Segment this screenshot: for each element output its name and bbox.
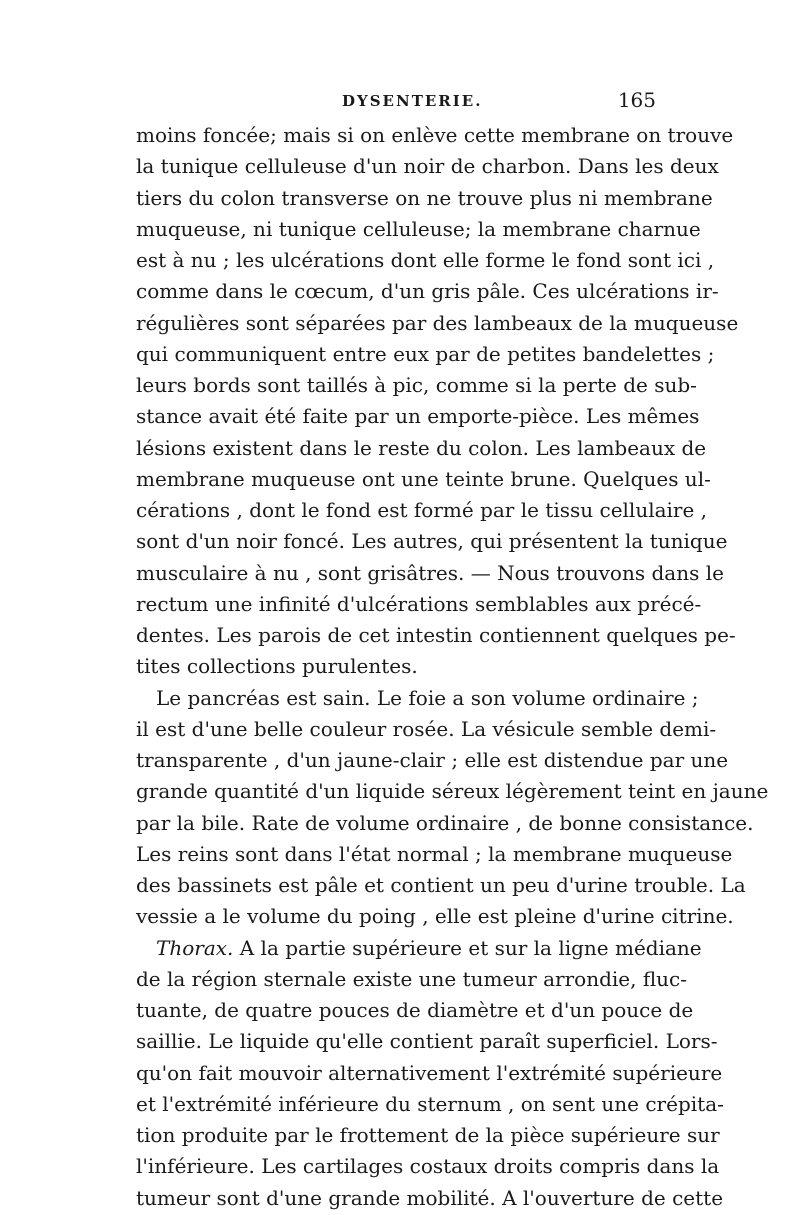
text-line: il est d'une belle couleur rosée. La vésicule semble demi-	[136, 716, 717, 741]
text-line: de la région sternale existe une tumeur arrondie, fluc-	[136, 966, 688, 991]
section-label-thorax: Thorax.	[156, 935, 234, 960]
text-line: Le pancréas est sain. Le foie a son volume ordinaire ;	[156, 685, 699, 710]
text-line: moins foncée; mais si on enlève cette membrane on trouve	[136, 123, 734, 147]
running-head	[136, 88, 656, 118]
text-line: vessie a le volume du poing , elle est pleine d'urine citrine.	[136, 904, 734, 929]
text-line: l'inférieure. Les cartilages costaux droits compris dans la	[136, 1154, 720, 1179]
text-line: membrane muqueuse ont une teinte brune. Quelques ul-	[136, 466, 711, 491]
text-line: la tunique celluleuse d'un noir de charbon. Dans les deux	[136, 154, 719, 179]
text-line: muqueuse, ni tunique celluleuse; la membrane charnue	[136, 216, 701, 241]
text-line-thorax	[136, 933, 702, 964]
text-line: tumeur sont d'une grande mobilité. A l'ouverture de cette	[136, 1185, 724, 1210]
text-line-thorax-rest: A la partie supérieure et sur la ligne médiane	[239, 935, 702, 960]
body-text	[136, 120, 769, 1214]
text-line: régulières sont séparées par des lambeaux de la muqueuse	[136, 310, 739, 335]
text-line: qu'on fait mouvoir alternativement l'extrémité supérieure	[136, 1060, 723, 1085]
text-line: rectum une infinité d'ulcérations semblables aux précé-	[136, 591, 702, 616]
text-line: leurs bords sont taillés à pic, comme si la perte de sub-	[136, 373, 697, 397]
text-line: stance avait été faite par un emporte-pièce. Les mêmes	[136, 404, 700, 429]
text-line: est à nu ; les ulcérations dont elle forme le fond sont ici ,	[136, 248, 715, 272]
text-line: tites collections purulentes.	[136, 654, 418, 679]
page-number: 165	[617, 88, 656, 112]
text-line: sont d'un noir foncé. Les autres, qui présentent la tunique	[136, 529, 728, 554]
text-line: qui communiquent entre eux par de petites bandelettes ;	[136, 341, 715, 366]
text-line: des bassinets est pâle et contient un peu d'urine trouble. La	[136, 873, 746, 897]
text-line: grande quantité d'un liquide séreux légèrement teint en jaune	[136, 779, 769, 804]
text-line: tion produite par le frottement de la pièce supérieure sur	[136, 1123, 720, 1147]
text-line: tuante, de quatre pouces de diamètre et d'un pouce de	[136, 998, 694, 1022]
running-title: DYSENTERIE.	[342, 92, 483, 110]
text-line: lésions existent dans le reste du colon. Les lambeaux de	[136, 435, 707, 460]
text-line: musculaire à nu , sont grisâtres. — Nous trouvons dans le	[136, 560, 724, 585]
text-line: Les reins sont dans l'état normal ; la membrane muqueuse	[136, 841, 733, 866]
text-line: saillie. Le liquide qu'elle contient paraît superficiel. Lors-	[136, 1029, 718, 1054]
text-line: et l'extrémité inférieure du sternum , on sent une crépita-	[136, 1091, 724, 1116]
text-line: par la bile. Rate de volume ordinaire , de bonne consistance.	[136, 810, 754, 835]
text-line: cérations , dont le fond est formé par le tissu cellulaire ,	[136, 498, 708, 522]
text-line: tiers du colon transverse on ne trouve plus ni membrane	[136, 185, 713, 210]
text-line: transparente , d'un jaune-clair ; elle est distendue par une	[136, 748, 729, 772]
text-line: dentes. Les parois de cet intestin contiennent quelques pe-	[136, 623, 736, 647]
text-line: comme dans le cœcum, d'un gris pâle. Ces ulcérations ir-	[136, 279, 719, 304]
